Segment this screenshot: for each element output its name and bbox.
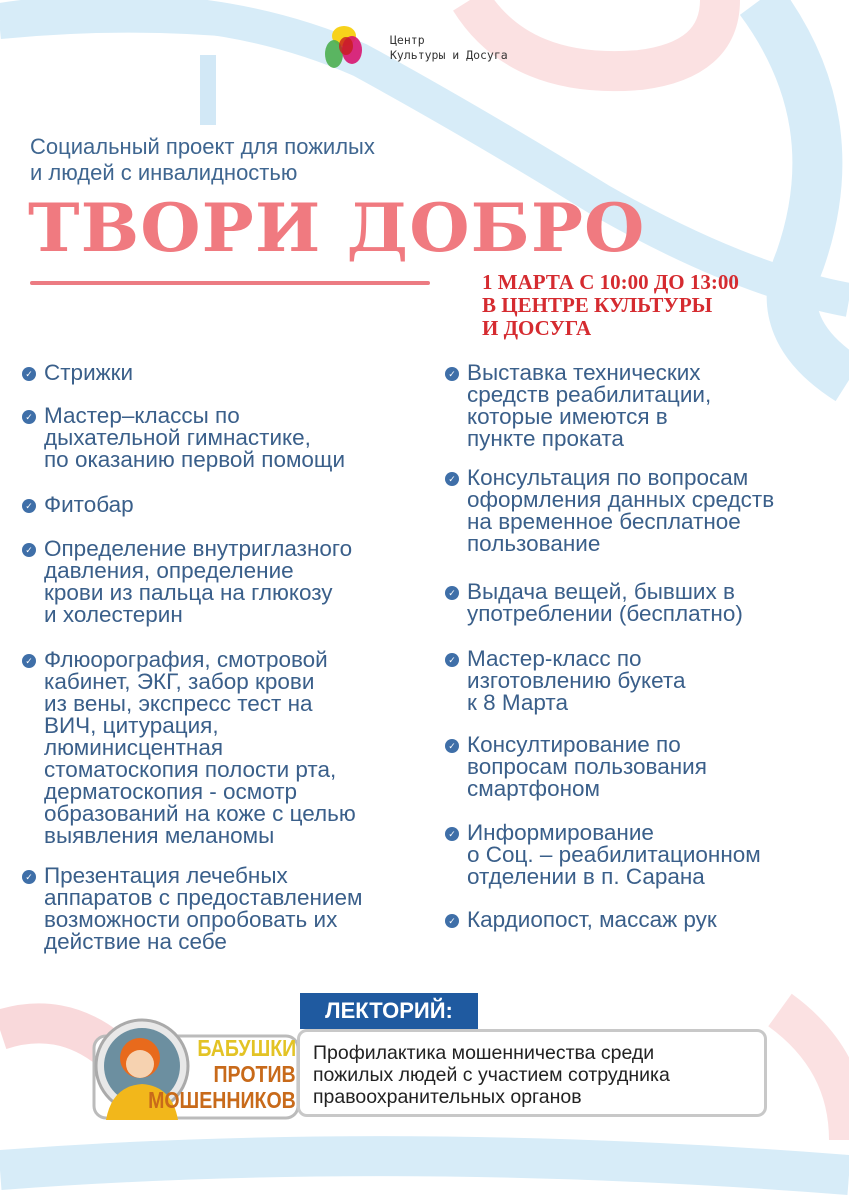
check-icon: ✓ xyxy=(445,827,459,841)
check-icon: ✓ xyxy=(445,472,459,486)
list-item: ✓ Мастер-класс по изготовлению букета к 8 Марта xyxy=(445,648,685,714)
title-underline xyxy=(30,281,430,285)
list-item: ✓ Информирование о Соц. – реабилитационном отделении в п. Сарана xyxy=(445,822,761,888)
check-icon: ✓ xyxy=(22,367,36,381)
event-date: 1 МАРТА С 10:00 ДО 13:00 В ЦЕНТРЕ КУЛЬТУРЫ И ДОСУГА xyxy=(482,270,739,340)
check-icon: ✓ xyxy=(445,367,459,381)
list-item: ✓ Выдача вещей, бывших в употреблении (бесплатно) xyxy=(445,581,743,625)
list-item: ✓ Определение внутриглазного давления, определение крови из пальца на глюкозу и холестерин xyxy=(22,538,352,626)
check-icon: ✓ xyxy=(22,870,36,884)
check-icon: ✓ xyxy=(22,654,36,668)
badge-line-2: ПРОТИВ xyxy=(213,1061,296,1087)
badge-line-1: БАБУШКИ xyxy=(197,1035,296,1061)
list-item: ✓ Мастер–классы по дыхательной гимнастике, по оказанию первой помощи xyxy=(22,405,345,471)
list-item: ✓ Консултирование по вопросам пользования смартфоном xyxy=(445,734,707,800)
check-icon: ✓ xyxy=(22,410,36,424)
list-item: ✓ Консультация по вопросам оформления данных средств на временное бесплатное пользование xyxy=(445,467,774,555)
badge-line-3: МОШЕННИКОВ xyxy=(148,1087,296,1113)
check-icon: ✓ xyxy=(22,499,36,513)
list-item: ✓ Выставка технических средств реабилитации, которые имеются в пункте проката xyxy=(445,362,711,450)
check-icon: ✓ xyxy=(445,739,459,753)
list-item: ✓ Стрижки xyxy=(22,362,133,384)
list-item: ✓ Флюорография, смотровой кабинет, ЭКГ, забор крови из вены, экспресс тест на ВИЧ, цитурация, люминисцентная стоматоскопия полости рта, дерматоскопия - осмотр образований на коже с целью выявления меланомы xyxy=(22,649,356,847)
list-item: ✓ Фитобар xyxy=(22,494,134,516)
check-icon: ✓ xyxy=(445,653,459,667)
check-icon: ✓ xyxy=(445,914,459,928)
check-icon: ✓ xyxy=(22,543,36,557)
list-item: ✓ Презентация лечебных аппаратов с предоставлением возможности опробовать их действие на себе xyxy=(22,865,362,953)
subtitle: Социальный проект для пожилых и людей с инвалидностью xyxy=(30,134,375,185)
lecture-label: ЛЕКТОРИЙ: xyxy=(300,993,478,1029)
logo-icon xyxy=(320,22,370,72)
page-title: ТВОРИ ДОБРО xyxy=(28,189,646,267)
logo-text: Центр Культуры и Досуга xyxy=(390,33,508,62)
lecture-text: Профилактика мошенничества среди пожилых людей с участием сотрудника правоохранительных органов xyxy=(313,1042,670,1108)
list-item: ✓ Кардиопост, массаж рук xyxy=(445,909,717,931)
check-icon: ✓ xyxy=(445,586,459,600)
